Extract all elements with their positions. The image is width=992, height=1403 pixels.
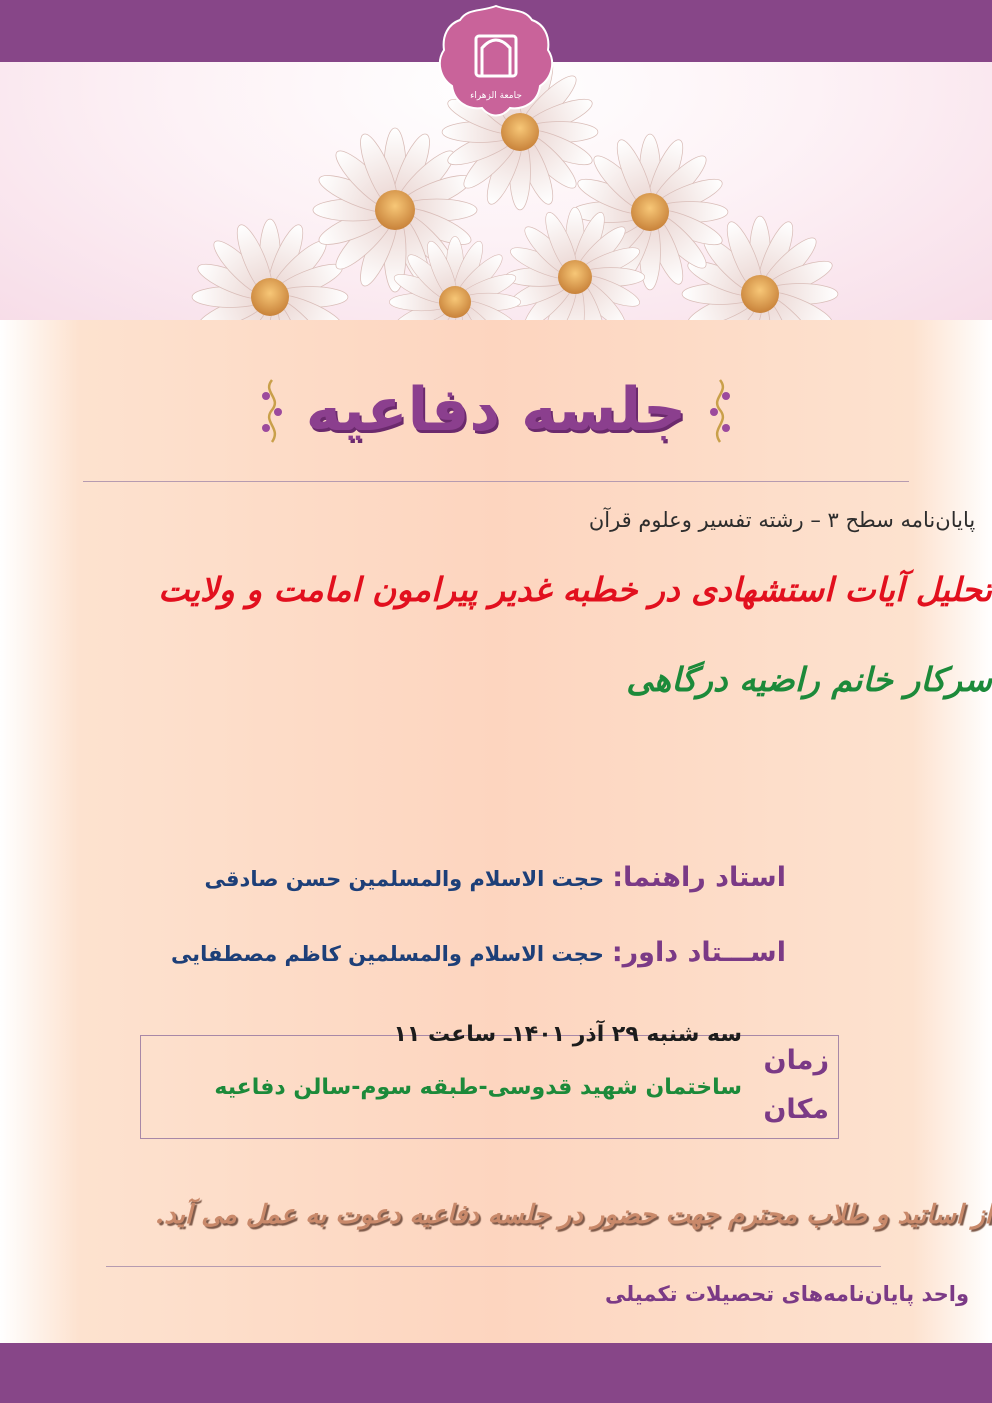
supervisor-name: حجت الاسلام والمسلمین حسن صادقی xyxy=(204,867,605,891)
divider xyxy=(83,481,909,482)
seminary-emblem-icon xyxy=(432,2,560,120)
supervisor-row xyxy=(205,862,786,893)
student-name: سرکار خانم راضیه درگاهی xyxy=(626,660,992,699)
emblem-text: جامعة الزهراء xyxy=(470,91,522,101)
examiner-row xyxy=(171,937,786,968)
invitation-text: از اساتید و طلاب محترم جهت حضور در جلسه دفاعیه دعوت به عمل می آید. xyxy=(155,1200,992,1230)
examiner-name: حجت الاسلام والمسلمین کاظم مصطفایی xyxy=(170,942,604,966)
title-container xyxy=(250,360,742,460)
content-panel xyxy=(0,320,992,1343)
place-label: مکان xyxy=(763,1094,829,1125)
issuer-unit: واحد پایان‌نامه‌های تحصیلات تکمیلی xyxy=(604,1282,969,1306)
program-line: پایان‌نامه سطح ۳ – رشته تفسیر وعلوم قرآن xyxy=(588,508,976,532)
examiner-label: اســـتاد داور: xyxy=(611,937,786,968)
supervisor-label: استاد راهنما: xyxy=(612,862,786,893)
page-title: جلسه دفاعیه xyxy=(305,375,687,445)
divider xyxy=(106,1266,881,1267)
time-label: زمان xyxy=(763,1045,829,1076)
bottom-band xyxy=(0,1343,992,1403)
thesis-title: تحلیل آیات استشهادی در خطبه غدیر پیرامون امامت و ولایت xyxy=(158,570,992,609)
place-value: ساختمان شهید قدوسی-طبقه سوم-سالن دفاعیه xyxy=(214,1075,742,1100)
time-value: سه شنبه ۲۹ آذر ۱۴۰۱ـ ساعت ۱۱ xyxy=(393,1022,742,1047)
